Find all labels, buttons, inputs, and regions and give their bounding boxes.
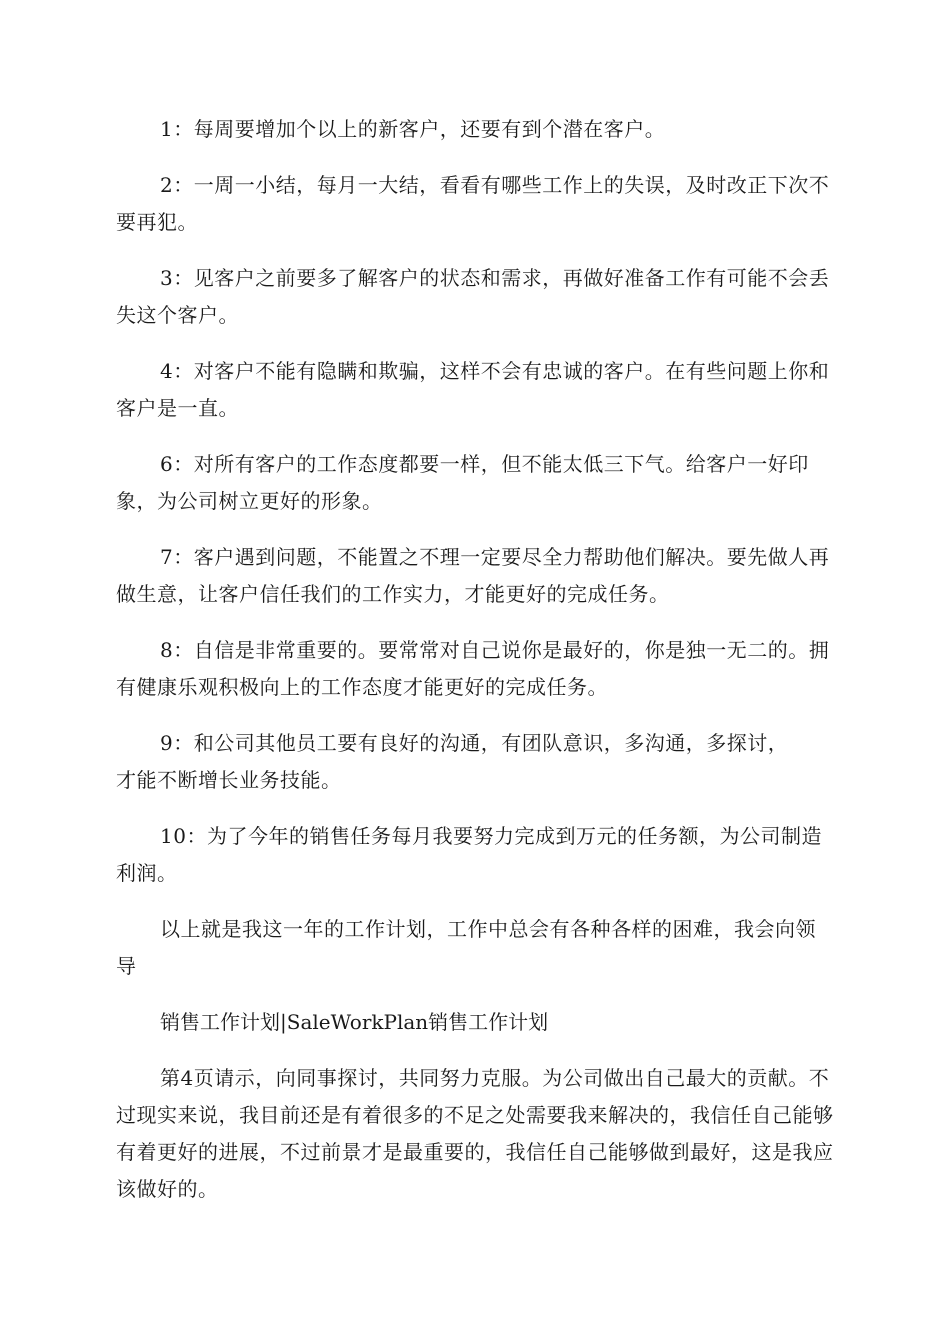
paragraph-item-10: 10：为了今年的销售任务每月我要努力完成到万元的任务额，为公司制造利润。	[116, 824, 822, 885]
closing-paragraph: 第4页请示，向同事探讨，共同努力克服。为公司做出自己最大的贡献。不过现实来说，我目前还是有着很多的不足之处需要我来解决的，我信任自己能够有着更好的进展，不过前景才是最重要的，我信任自己能够做到最好，这是我应该做好的。	[116, 1066, 834, 1201]
paragraph-item-8: 8：自信是非常重要的。要常常对自己说你是最好的，你是独一无二的。拥有健康乐观积极向上的工作态度才能更好的完成任务。	[116, 638, 830, 699]
paragraph-item-7: 7：客户遇到问题，不能置之不理一定要尽全力帮助他们解决。要先做人再做生意，让客户信任我们的工作实力，才能更好的完成任务。	[116, 545, 830, 606]
summary-paragraph: 以上就是我这一年的工作计划，工作中总会有各种各样的困难，我会向领导	[116, 917, 816, 978]
paragraph-item-2: 2：一周一小结，每月一大结，看看有哪些工作上的失误，及时改正下次不要再犯。	[116, 173, 830, 234]
paragraph-item-1: 1：每周要增加个以上的新客户，还要有到个潜在客户。	[160, 117, 666, 141]
paragraph-item-6: 6：对所有客户的工作态度都要一样，但不能太低三下气。给客户一好印象，为公司树立更好的形象。	[116, 452, 809, 513]
document-body	[116, 111, 834, 1227]
running-header: 销售工作计划|SaleWorkPlan销售工作计划	[160, 1010, 549, 1034]
paragraph-item-4: 4：对客户不能有隐瞒和欺骗，这样不会有忠诚的客户。在有些问题上你和客户是一直。	[116, 359, 830, 420]
paragraph-item-3: 3：见客户之前要多了解客户的状态和需求，再做好准备工作有可能不会丢失这个客户。	[116, 266, 830, 327]
paragraph-item-9: 9：和公司其他员工要有良好的沟通，有团队意识，多沟通，多探讨，才能不断增长业务技能。	[116, 731, 789, 792]
